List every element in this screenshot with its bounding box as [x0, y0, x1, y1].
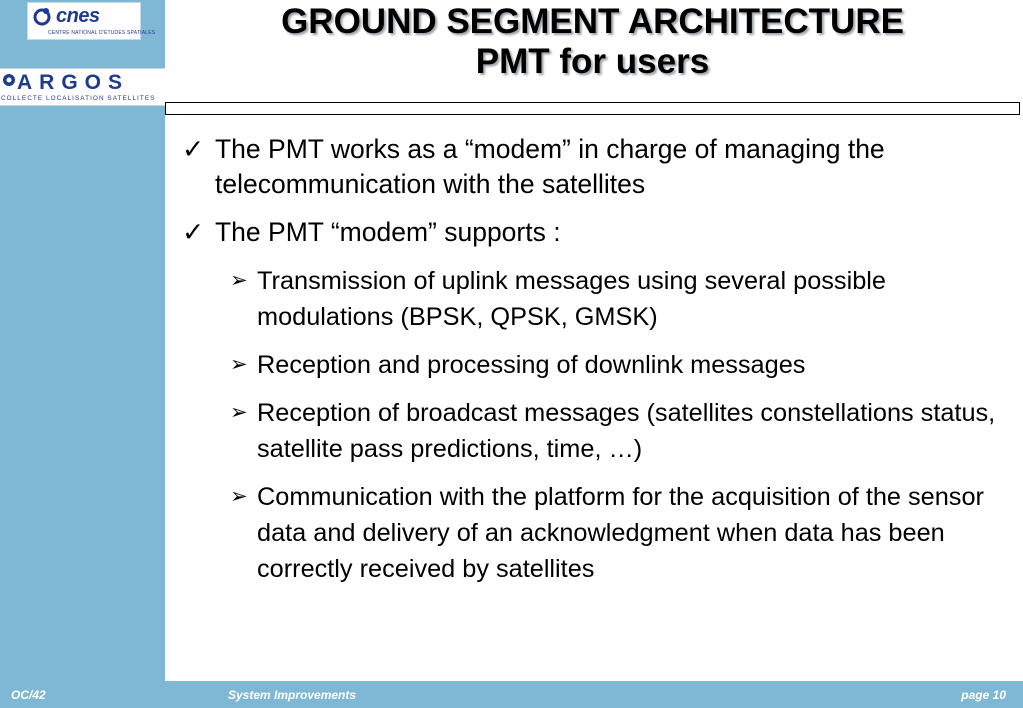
arrow-bullet-icon: ➢: [230, 353, 248, 376]
sub-bullet-text: Reception and processing of downlink messages: [257, 351, 806, 379]
title-divider: [165, 102, 1020, 115]
slide-title-line1: GROUND SEGMENT ARCHITECTURE: [281, 2, 904, 41]
bullet-text: The PMT “modem” supports :: [215, 217, 561, 247]
checkmark-icon: ✓: [182, 217, 205, 247]
sub-bullet-item: [230, 347, 1012, 383]
bullet-item: [182, 215, 1012, 250]
sub-bullet-item: [230, 263, 1012, 335]
sub-bullet-text: Communication with the platform for the acquisition of the sensor data and delivery of an acknowledgment when data has been correctly received by satellites: [257, 483, 984, 583]
bullet-item: [182, 132, 1012, 202]
checkmark-icon: ✓: [182, 134, 205, 164]
cnes-logo-word: cnes: [56, 5, 100, 27]
cnes-logo-subtitle: CENTRE NATIONAL D'ÉTUDES SPATIALES: [48, 30, 156, 36]
bullet-text: The PMT works as a “modem” in charge of managing the telecommunication with the satellites: [215, 134, 885, 199]
arrow-bullet-icon: ➢: [230, 485, 248, 508]
slide-title: [165, 2, 1020, 82]
argos-logo-subtitle: COLLECTE LOCALISATION SATELLITES: [1, 95, 156, 102]
argos-logo: [0, 68, 165, 106]
footer-reference: OC/42: [11, 688, 46, 702]
slide-title-line2: PMT for users: [475, 42, 710, 81]
footer-bar: [0, 681, 1023, 708]
arrow-bullet-icon: ➢: [230, 401, 248, 424]
cnes-swirl-icon: [32, 6, 52, 26]
argos-dot-icon: [2, 73, 16, 87]
argos-logo-word: ARGOS: [17, 71, 130, 94]
sub-bullet-item: [230, 395, 1012, 467]
sub-bullet-item: [230, 479, 1012, 587]
sub-bullet-text: Transmission of uplink messages using several possible modulations (BPSK, QPSK, GMSK): [257, 267, 886, 331]
arrow-bullet-icon: ➢: [230, 269, 248, 292]
cnes-logo: [27, 2, 156, 40]
page-number: page 10: [961, 688, 1006, 702]
footer-section: System Improvements: [228, 688, 357, 702]
slide-body: [182, 132, 1012, 599]
sidebar: [0, 0, 165, 708]
sub-bullet-text: Reception of broadcast messages (satellites constellations status, satellite pass predictions, time, …): [257, 399, 996, 463]
